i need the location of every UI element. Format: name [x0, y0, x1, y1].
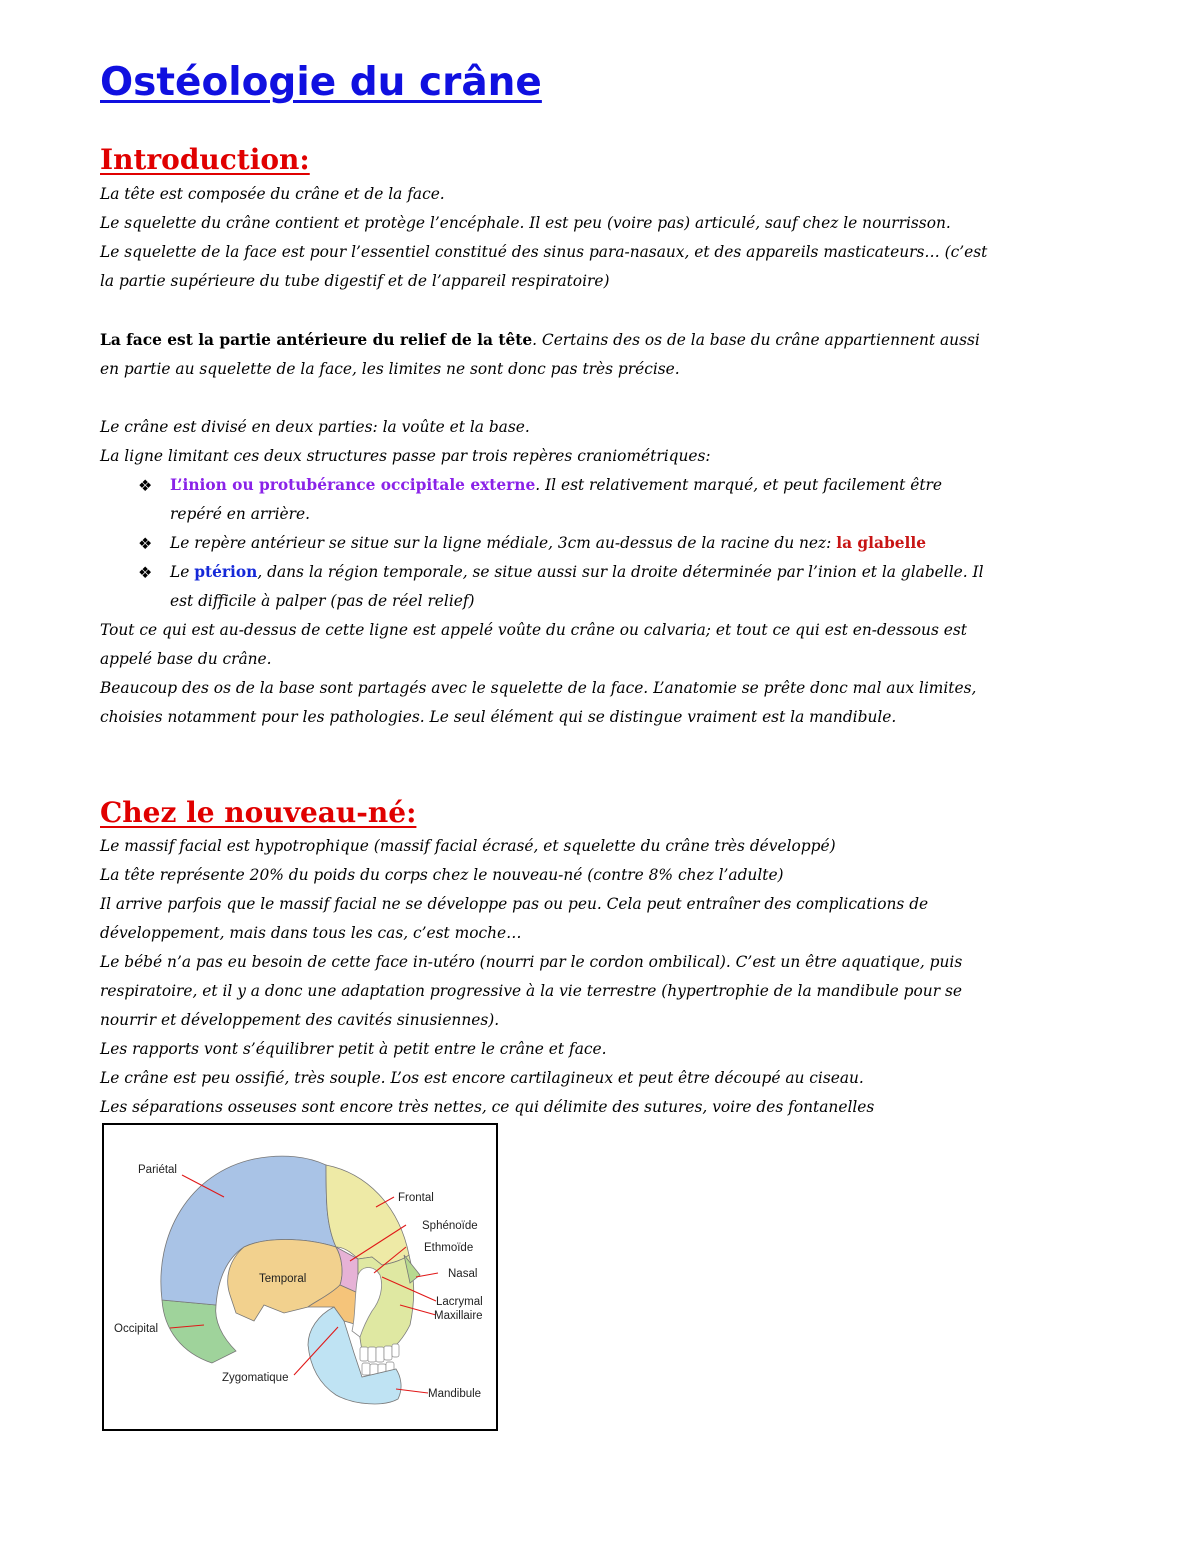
label-occipital: Occipital — [114, 1323, 159, 1335]
label-nasal: Nasal — [448, 1268, 478, 1280]
occipital-bone — [162, 1300, 236, 1363]
face-paragraph-line-2: en partie au squelette de la face, les limites ne sont donc pas très précise. — [100, 360, 680, 378]
bullet-3-text — [170, 558, 984, 587]
newborn-line-5: Le bébé n’a pas eu besoin de cette face in-utéro (nourri par le cordon ombilical). C’est un être aquatique, puis — [100, 953, 963, 971]
inion-highlight: L’inion ou protubérance occipitale externe — [170, 476, 536, 494]
skull-diagram-figure — [102, 1123, 498, 1431]
label-sphenoide: Sphénoïde — [422, 1220, 478, 1232]
newborn-line-10: Les séparations osseuses sont encore très nettes, ce qui délimite des sutures, voire des fontanelles — [100, 1098, 875, 1116]
newborn-line-6: respiratoire, et il y a donc une adaptation progressive à la vie terrestre (hypertrophie de la mandibule pour se — [100, 982, 962, 1000]
bullet-3-continuation: est difficile à palper (pas de réel relief) — [170, 592, 475, 610]
newborn-line-1: Le massif facial est hypotrophique (massif facial écrasé, et squelette du crâne très développé) — [100, 837, 836, 855]
newborn-line-3: Il arrive parfois que le massif facial ne se développe pas ou peu. Cela peut entraîner des complications de — [100, 895, 929, 913]
intro-line-4: la partie supérieure du tube digestif et de l’appareil respiratoire) — [100, 272, 610, 290]
intro-line-1: La tête est composée du crâne et de la face. — [100, 185, 445, 203]
label-zygomatique: Zygomatique — [222, 1372, 289, 1384]
closing-line-3: Beaucoup des os de la base sont partagés avec le squelette de la face. L’anatomie se prête donc mal aux limites, — [100, 679, 977, 697]
bullet-3-pre: Le — [170, 563, 195, 581]
bullet-1-continuation: repéré en arrière. — [170, 505, 310, 523]
newborn-line-9: Le crâne est peu ossifié, très souple. L’os est encore cartilagineux et peut être découpé au ciseau. — [100, 1069, 864, 1087]
label-mandibule: Mandibule — [428, 1388, 482, 1400]
label-maxillaire: Maxillaire — [434, 1310, 483, 1322]
newborn-line-2: La tête représente 20% du poids du corps chez le nouveau-né (contre 8% chez l’adulte) — [100, 866, 784, 884]
face-bold-statement: La face est la partie antérieure du relief de la tête — [100, 331, 533, 349]
newborn-line-4: développement, mais dans tous les cas, c’est moche… — [100, 924, 522, 942]
newborn-heading: Chez le nouveau-né: — [100, 796, 417, 829]
closing-line-1: Tout ce qui est au-dessus de cette ligne est appelé voûte du crâne ou calvaria; et tout ce qui est en-dessous est — [100, 621, 967, 639]
closing-line-4: choisies notamment pour les pathologies. Le seul élément qui se distingue vraiment est la mandibule. — [100, 708, 897, 726]
label-lacrymal: Lacrymal — [436, 1296, 483, 1308]
face-rest-1: . Certains des os de la base du crâne appartiennent aussi — [532, 331, 980, 349]
closing-line-2: appelé base du crâne. — [100, 650, 272, 668]
bullet-3-icon: ❖ — [138, 563, 153, 582]
newborn-line-8: Les rapports vont s’équilibrer petit à petit entre le crâne et face. — [100, 1040, 607, 1058]
bullet-1-text — [170, 471, 942, 500]
division-line-2: La ligne limitant ces deux structures passe par trois repères craniométriques: — [100, 447, 711, 465]
bullet-2-text — [170, 529, 926, 558]
skull-diagram — [104, 1125, 496, 1429]
bullet-1-rest: . Il est relativement marqué, et peut facilement être — [535, 476, 943, 494]
bullet-1-icon: ❖ — [138, 476, 153, 495]
introduction-heading: Introduction: — [100, 143, 310, 176]
label-parietal: Pariétal — [138, 1164, 177, 1176]
division-line-1: Le crâne est divisé en deux parties: la voûte et la base. — [100, 418, 530, 436]
newborn-line-7: nourrir et développement des cavités sinusiennes). — [100, 1011, 500, 1029]
glabelle-highlight: la glabelle — [836, 534, 927, 552]
label-frontal: Frontal — [398, 1192, 434, 1204]
pterion-highlight: ptérion — [194, 563, 258, 581]
face-paragraph-line-1 — [100, 326, 980, 355]
page-title: Ostéologie du crâne — [100, 60, 542, 105]
intro-line-3: Le squelette de la face est pour l’essentiel constitué des sinus para-nasaux, et des appareils masticateurs… (c’est — [100, 243, 988, 261]
bullet-3-rest: , dans la région temporale, se situe aussi sur la droite déterminée par l’inion et la glabelle. Il — [257, 563, 984, 581]
label-ethmoide: Ethmoïde — [424, 1242, 474, 1254]
intro-line-2: Le squelette du crâne contient et protège l’encéphale. Il est peu (voire pas) articulé, sauf chez le nourrisson. — [100, 214, 951, 232]
bullet-2-icon: ❖ — [138, 534, 153, 553]
label-temporal: Temporal — [259, 1273, 307, 1285]
bullet-2-body: Le repère antérieur se situe sur la ligne médiale, 3cm au-dessus de la racine du nez: — [170, 534, 837, 552]
